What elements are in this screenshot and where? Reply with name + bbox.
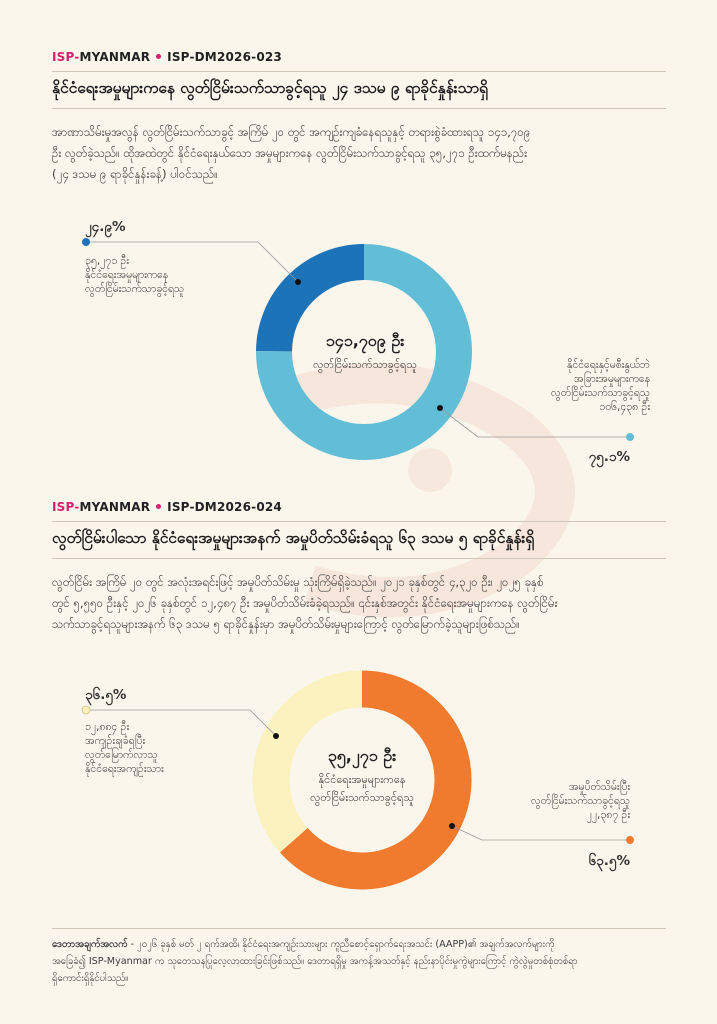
- label-line: ၁၂,၈၈၄ ဦး: [85, 721, 130, 733]
- label-line: နိုင်ငံရေးနှင့်မစီးနွယ်ဘဲ: [566, 359, 650, 371]
- chart1-total: ၁၄၁,၇၀၉ ဦး: [325, 331, 405, 350]
- paragraph-line: တွင် ၅,၅၅၀ ဦးနှင့် ၂၀၂၆ ခုနှစ်တွင် ၁၂,၄၈၇ ဦး အမှုပိတ်သိမ်းခံခဲ့ရသည်။ ၎င်းနှစ်အတွင်း နိုင်ငံရေးအမှုများကနေ လွတ်ငြိမ်း: [52, 596, 558, 610]
- brand-isp: ISP-: [52, 500, 80, 514]
- chart2-total-label: နိုင်ငံရေးအမှုများကနေ: [318, 773, 406, 786]
- chart2-left-percent: ၃၆.၅%: [85, 687, 127, 703]
- paragraph-line: သက်သာခွင့်ရသူများအနက် ၆၃ ဒသမ ၅ ရာခိုင်နှုန်းမှာ အမှုပိတ်သိမ်းမှုများကြောင့် လွတ်မြောက်ခဲ့သူများဖြစ်သည်။: [52, 617, 520, 631]
- chart1-right-percent: ၇၅.၁%: [588, 449, 630, 465]
- footer-rule: [52, 928, 666, 929]
- label-line: လွတ်ငြိမ်းသက်သာခွင့်ရသူ: [85, 283, 185, 295]
- source-line: [52, 936, 666, 953]
- label-line: လွတ်ငြိမ်းသက်သာခွင့်ရသူ: [550, 387, 650, 399]
- label-line: ၂၂,၃၈၇ ဦး: [586, 809, 630, 821]
- report-code: ISP-DM2026-024: [167, 500, 282, 514]
- label-line: အခြားအမှုများကနေ: [574, 373, 650, 385]
- source-text: - ၂၀၂၆ ခုနှစ် မတ် ၂ ရက်အထိ၊ နိုင်ငံရေးအကျဉ်းသားများ ကူညီစောင့်ရှောက်ရေးအသင်း (AAPP)၏ အချက်အလက်များကို: [127, 939, 555, 950]
- label-line: လွတ်ငြိမ်းသက်သာခွင့်ရသူ: [530, 795, 630, 807]
- paragraph-line: ဦး လွတ်ခဲ့သည်။ ထိုအထဲတွင် နိုင်ငံရေးနှယ်သော အမှုများကနေ လွတ်ငြိမ်းသက်သာခွင့်ရသူ ၃၅,၂၇၁ ဦးထက်မနည်း: [52, 146, 528, 160]
- leader-dot-inner-right: [449, 823, 455, 829]
- label-line: နိုင်ငံရေးအမှုများကနေ: [85, 269, 169, 281]
- leader-dot-right: [626, 836, 634, 844]
- label-line: ၁၀၆,၄၃၈ ဦး: [599, 401, 650, 413]
- source-line: ရှိကောင်းရှိနိုင်ပါသည်။: [52, 973, 129, 984]
- chart2-left-label: [85, 720, 164, 776]
- section1-title: နိုင်ငံရေးအမှုများကနေ လွတ်ငြိမ်းသက်သာခွင့်ရသူ ၂၄ ဒသမ ၉ ရာခိုင်နှုန်းသာရှိ: [52, 79, 488, 97]
- chart1-left-percent: ၂၄.၉%: [85, 219, 126, 235]
- label-line: ၃၅,၂၇၁ ဦး: [85, 255, 129, 267]
- chart2-right-label: [460, 780, 630, 822]
- paragraph-line: (၂၄ ဒသမ ၉ ရာခိုင်နှုန်းခန့်) ပါဝင်သည်။: [52, 167, 218, 181]
- brand-isp: ISP-: [52, 50, 80, 64]
- source-label: ဒေတာအချက်အလက်: [52, 939, 128, 950]
- chart2-center: [282, 745, 442, 807]
- leader-dot-left: [82, 706, 90, 714]
- report-code: ISP-DM2026-023: [167, 50, 282, 64]
- paragraph-line: လွတ်ငြိမ်း အကြိမ် ၂၀ တွင် အလုံးအရင်းဖြင့် အမှုပိတ်သိမ်းမှု သုံးကြိမ်ရှိခဲ့သည်။ ၂၀၂၁ ခုနှစ်တွင် ၄,၃၂၀ ဦး၊ ၂၀၂၅ ခုနှစ်: [52, 575, 544, 589]
- label-line: အမှုပိတ်သိမ်းပြီး: [568, 781, 630, 793]
- chart2-total-label-2: လွတ်ငြိမ်းသက်သာခွင့်ရသူ: [310, 791, 414, 804]
- chart2-right-percent: ၆၃.၅%: [588, 853, 630, 869]
- section2-title: လွတ်ငြိမ်းပါသော နိုင်ငံရေးအမှုများအနက် အမှုပိတ်သိမ်းခံရသူ ၆၃ ဒသမ ၅ ရာခိုင်နှုန်းရှိ: [52, 529, 535, 547]
- label-line: အကျဉ်းချခံရပြီး: [85, 735, 145, 747]
- chart2-total: ၃၅,၂၇၁ ဦး: [327, 746, 397, 765]
- paragraph-line: အာဏာသိမ်းမှုအလွန် လွတ်ငြိမ်းသက်သာခွင့် အကြိမ် ၂၀ တွင် အကျဉ်းကျခံနေရသူနှင့် တရားစွဲခံထားရသူ ၁၄၁,၇၀၉: [52, 125, 531, 139]
- brand-myanmar: MYANMAR: [79, 500, 151, 514]
- label-line: နိုင်ငံရေးအကျဉ်းသား: [85, 763, 164, 775]
- leader-dot-inner-left: [273, 733, 279, 739]
- chart1-total-label: လွတ်ငြိမ်းသက်သာခွင့်ရသူ: [313, 358, 417, 371]
- source-note: [52, 936, 666, 987]
- source-line: အခြေခံ၍ ISP-Myanmar က သုတေသနပြုလေ့လာထားခြင်းဖြစ်သည်။ ဒေတာရရှိမှု အကန့်အသတ်နှင့် နည်းနာပိုင်းမှုကွဲများကြောင့် ကွဲလွဲမှုတစ်စုံတစ်ရာ: [52, 956, 578, 967]
- brand-myanmar: MYANMAR: [79, 50, 151, 64]
- label-line: လွတ်မြောက်လာသူ: [85, 749, 158, 761]
